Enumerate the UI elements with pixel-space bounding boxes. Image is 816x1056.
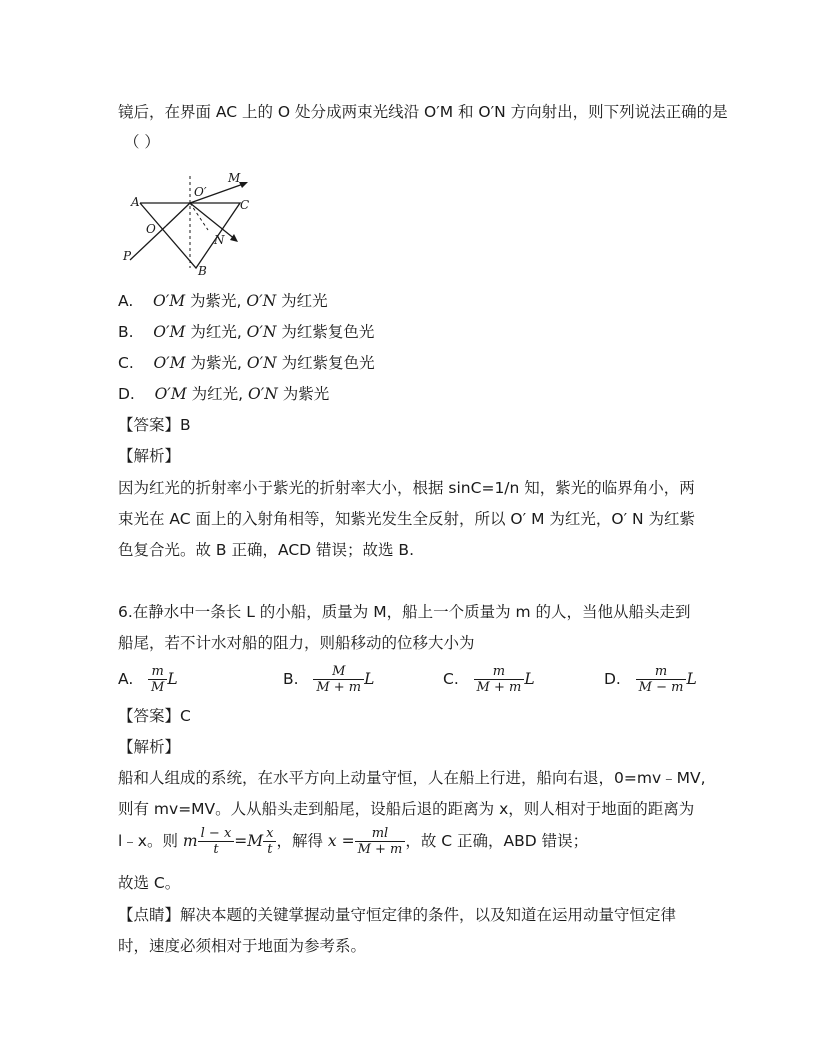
label-c: C bbox=[240, 198, 250, 212]
q5-stem-line1: 镜后，在界面 AC 上的 O 处分成两束光线沿 O′M 和 O′N 方向射出，则下列说法正确的是 bbox=[118, 103, 728, 121]
fraction: $\frac{m}{M + m}$ bbox=[474, 664, 525, 695]
q6-equation-line: l﹣x。则 m $\frac{l - x}{t}$ =M $\frac{x}{t}$ ，解得 x = $\frac{ml}{M + m}$ ，故 C 正确，ABD 错误； bbox=[118, 826, 589, 857]
fraction: $\frac{l - x}{t}$ bbox=[198, 826, 235, 857]
q5-answer: 【答案】B bbox=[118, 416, 191, 434]
fraction: $\frac{m}{M - m}$ bbox=[636, 664, 687, 695]
label-m: M bbox=[228, 171, 241, 185]
fraction: $\frac{x}{t}$ bbox=[263, 826, 276, 857]
q6-analysis-line1: 船和人组成的系统，在水平方向上动量守恒，人在船上行进，船向右退，0=mv﹣MV, bbox=[118, 769, 706, 787]
q5-stem-bracket: （ ） bbox=[124, 133, 160, 151]
q6-answer: 【答案】C bbox=[118, 707, 191, 725]
q6-option-b: B. $\frac{M}{M + m}$ L bbox=[283, 664, 375, 695]
q6-option-a: A. $\frac{m}{M}$ L bbox=[118, 664, 178, 695]
q6-option-c: C. $\frac{m}{M + m}$ L bbox=[443, 664, 535, 695]
q5-analysis-heading: 【解析】 bbox=[118, 447, 181, 465]
q6-conclusion: 故选 C。 bbox=[118, 874, 181, 892]
q6-analysis-line2: 则有 mv=MV。人从船头走到船尾，设船后退的距离为 x，则人相对于地面的距离为 bbox=[118, 800, 695, 818]
label-b: B bbox=[198, 264, 207, 278]
q6-analysis-heading: 【解析】 bbox=[118, 738, 181, 756]
q6-option-d: D. $\frac{m}{M - m}$ L bbox=[604, 664, 697, 695]
q6-stem-line1: 6.在静水中一条长 L 的小船，质量为 M，船上一个质量为 m 的人，当他从船头走到 bbox=[118, 603, 691, 621]
q5-analysis-line1: 因为红光的折射率小于紫光的折射率大小，根据 sinC=1/n 知，紫光的临界角小，两 bbox=[118, 479, 695, 497]
ray-on bbox=[190, 203, 236, 240]
q5-analysis-line3: 色复合光。故 B 正确，ACD 错误；故选 B. bbox=[118, 541, 414, 559]
q5-analysis-line2: 束光在 AC 面上的入射角相等，知紫光发生全反射，所以 O′ M 为红光，O′ N 为红紫 bbox=[118, 510, 696, 528]
arrow-n bbox=[230, 234, 238, 242]
q6-note-line2: 时，速度必须相对于地面为参考系。 bbox=[118, 937, 367, 955]
q5-option-b: B. O′M 为红光, O′N 为红紫复色光 bbox=[118, 323, 375, 341]
q5-option-a: A. O′M 为紫光, O′N 为红光 bbox=[118, 292, 328, 310]
label-o: O bbox=[146, 222, 156, 236]
prism-diagram bbox=[118, 168, 258, 278]
fraction: $\frac{m}{M}$ bbox=[148, 664, 167, 695]
label-a: A bbox=[131, 195, 140, 209]
ray-oo bbox=[166, 203, 190, 226]
label-o-prime: O′ bbox=[194, 185, 207, 199]
ray-dashed bbox=[190, 203, 208, 230]
fraction: $\frac{ml}{M + m}$ bbox=[355, 826, 406, 857]
label-p: P bbox=[123, 249, 132, 263]
q6-note-line1: 【点睛】解决本题的关键掌握动量守恒定律的条件，以及知道在运用动量守恒定律 bbox=[118, 906, 677, 924]
label-n: N bbox=[214, 233, 225, 247]
q6-stem-line2: 船尾，若不计水对船的阻力，则船移动的位移大小为 bbox=[118, 634, 475, 652]
q5-option-c: C. O′M 为紫光, O′N 为红紫复色光 bbox=[118, 354, 375, 372]
fraction: $\frac{M}{M + m}$ bbox=[313, 664, 364, 695]
q5-option-d: D. O′M 为红光, O′N 为紫光 bbox=[118, 385, 330, 403]
